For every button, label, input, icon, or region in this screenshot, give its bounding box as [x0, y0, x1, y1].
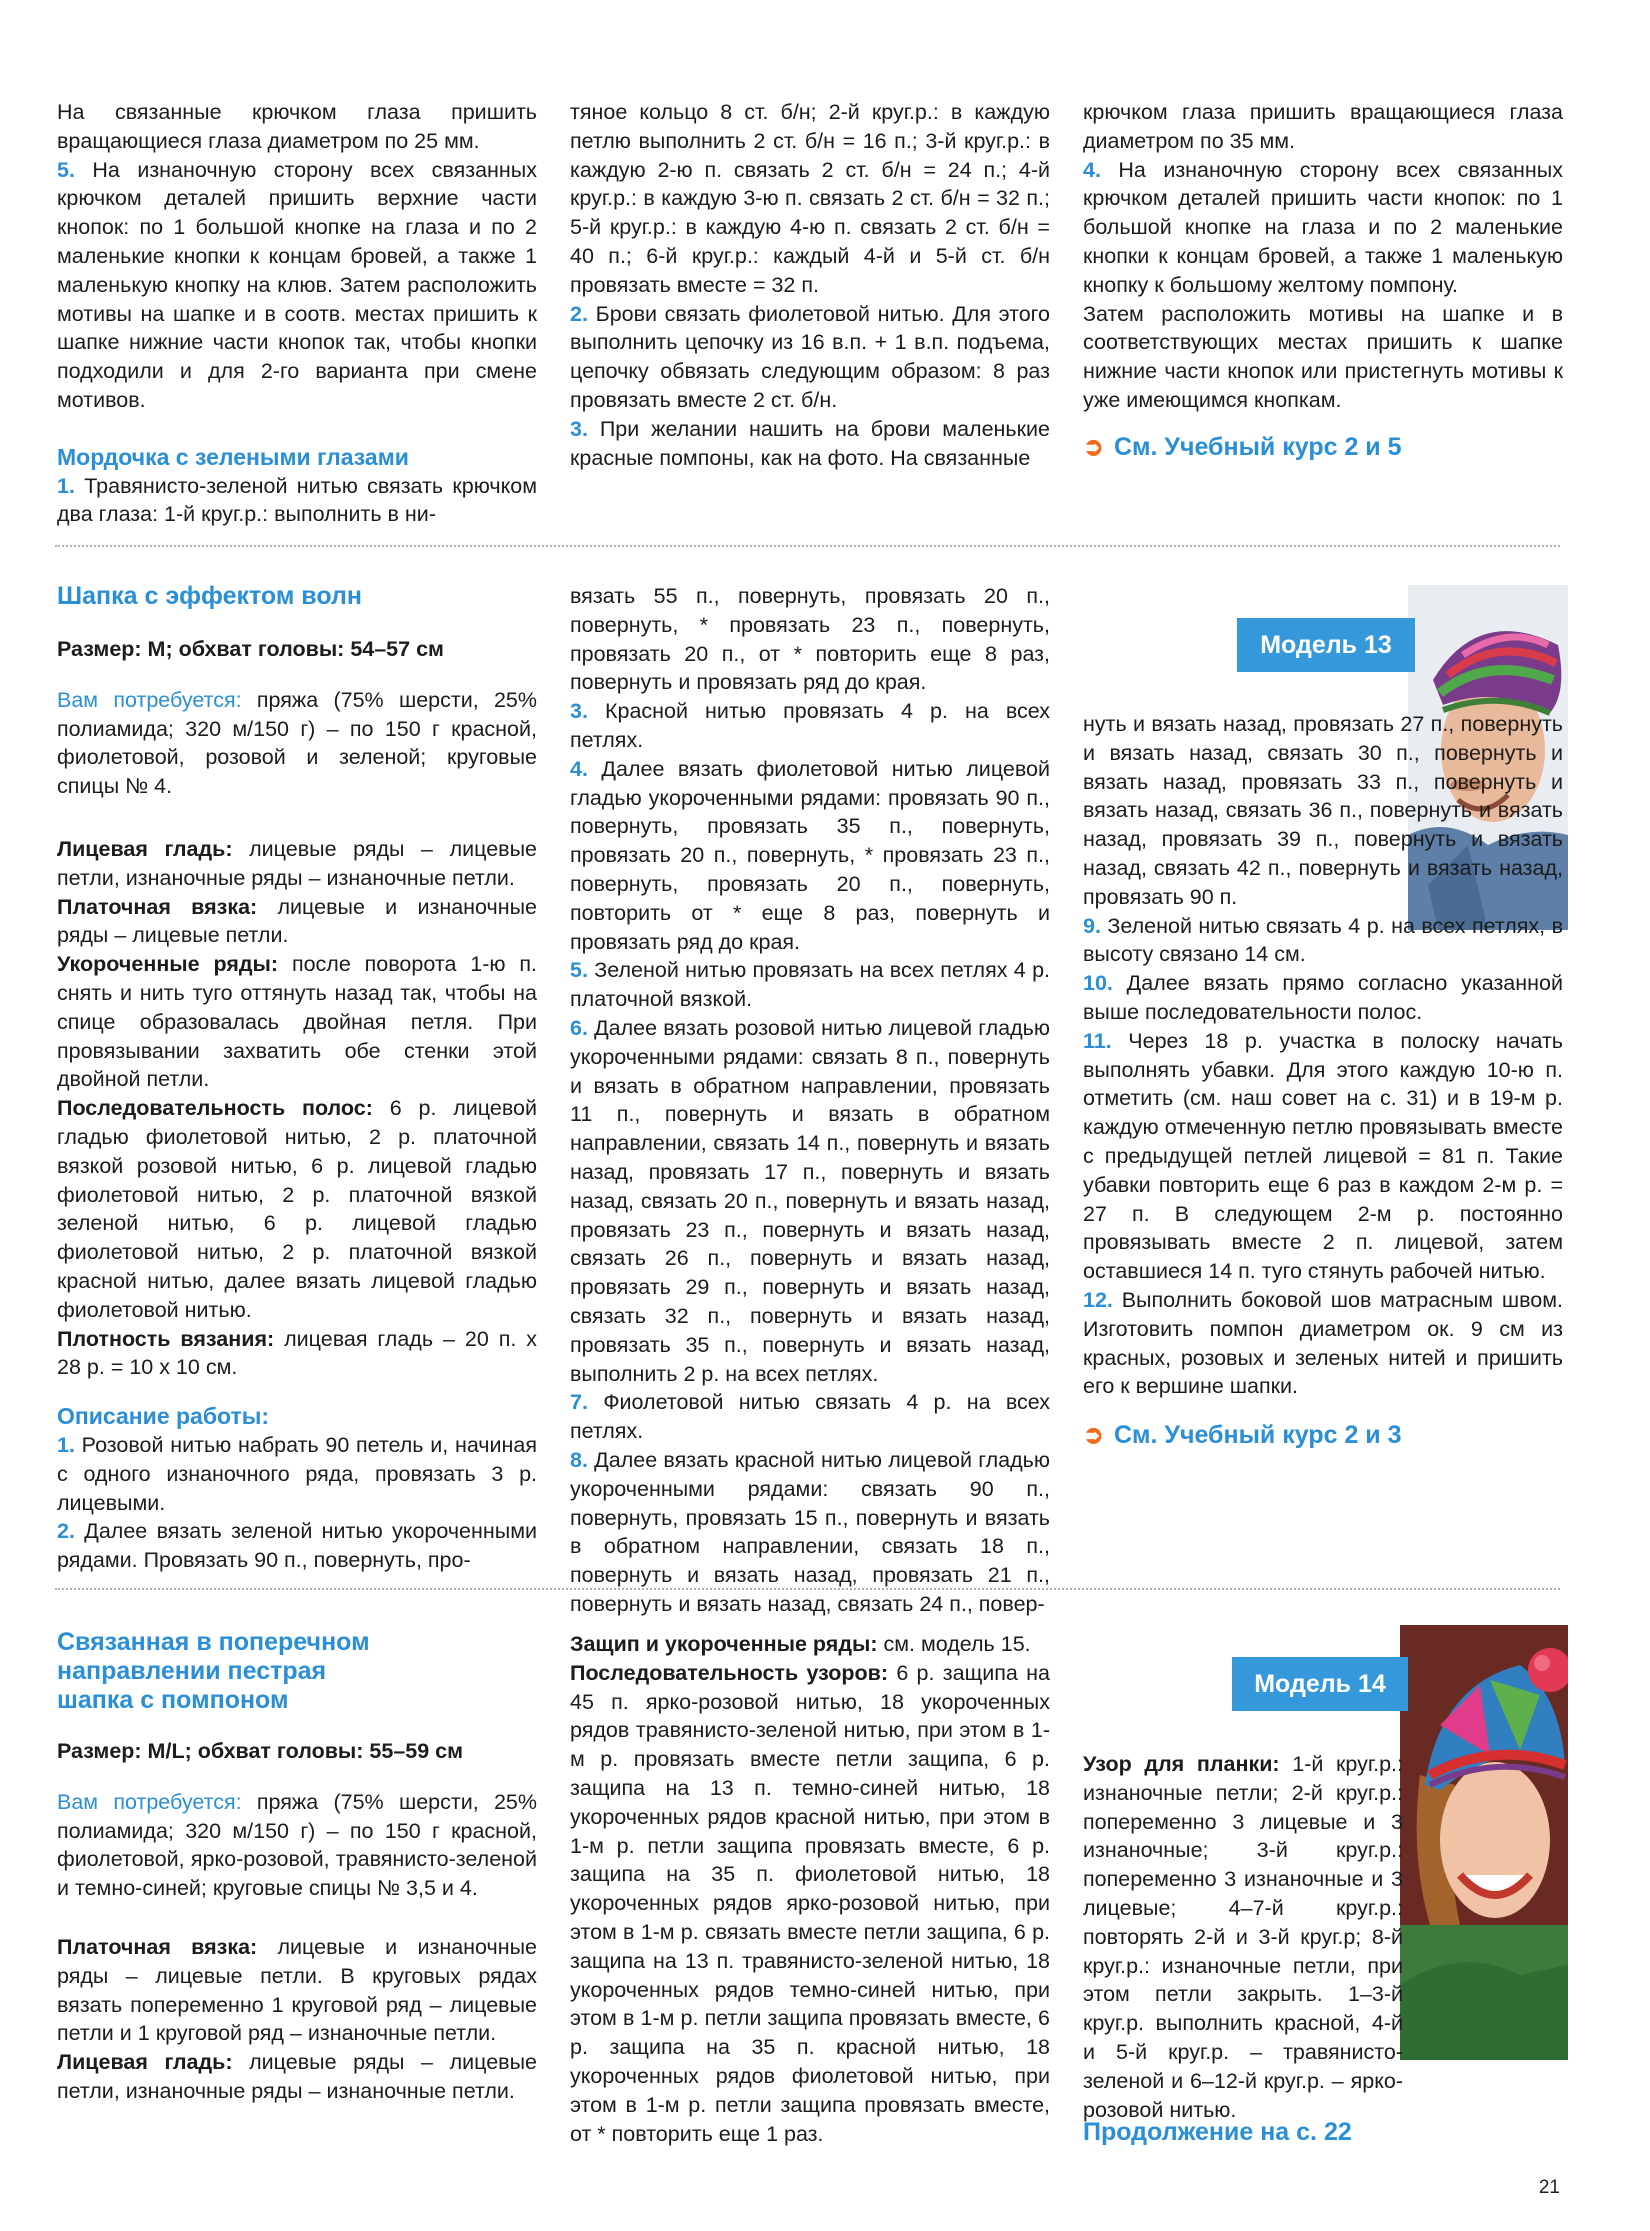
need-label: Вам потребуется: — [57, 1789, 242, 1814]
step-number: 1. — [57, 473, 75, 498]
need-label: Вам потребуется: — [57, 687, 242, 712]
section-divider — [55, 1588, 1560, 1590]
description-title: Описание работы: — [57, 1403, 270, 1430]
size-label: Размер: M/L; обхват головы: 55–59 см — [57, 1739, 464, 1763]
step-text: Травянисто-зеленой нитью связать крючком два глаза: 1-й круг.р.: выполнить в ни- — [57, 473, 537, 527]
s1-c1-p1: На связанные крючком глаза пришить вращающиеся глаза диаметром по 25 мм. — [57, 100, 537, 153]
continued-link[interactable]: Продолжение на с. 22 — [1083, 2118, 1352, 2146]
s1-col1 — [57, 98, 537, 529]
model-14-badge: Модель 14 — [1232, 1657, 1408, 1711]
section-title: Связанная в поперечном направлении пестрая шапка с помпоном — [57, 1628, 370, 1714]
model-13-badge: Модель 13 — [1237, 618, 1415, 672]
s1-col3 — [1083, 98, 1563, 462]
s1-c2-p1: тяное кольцо 8 ст. б/н; 2-й круг.р.: в каждую петлю выполнить 2 ст. б/н = 16 п.; 3-й круг.р.: в каждую 2-ю п. связать 2 ст. б/н = 24 п.; 4-й круг.р.: в каждую 3-ю п. связать 2 ст. б/н = 32 п.; 5-й круг.р.: в каждую 4-ю п. связать 2 ст. б/н = 40 п.; 6-й круг.р.: каждый 4-й и 5-й ст. б/н провязать вместе = 32 п. — [570, 100, 1050, 297]
subtitle-green-eyes: Мордочка с зелеными глазами — [57, 443, 409, 470]
s1-c3-p2: Затем расположить мотивы на шапке и в соответствующих местах пришить к шапке нижние части кнопок или пристегнуть мотивы к уже имеющимся кнопкам. — [1083, 301, 1563, 412]
s3-col3: Узор для планки: 1-й круг.р.: изнаночные петли; 2-й круг.р.: попеременно 3 лицевые и 3 изнаночные; 3-й круг.р.: попеременно 3 изнаночные и 3 лицевые; 4–7-й круг.р.: повторять 2-й и 3-й круг.р; 8-й круг.р.: изнаночные петли, при этом петли закрыть. 1–3-й круг.р. выполнить красной, 4-й и 5-й круг.р. – травянисто-зеленой и 6–12-й круг.р. – ярко-розовой нитью. — [1083, 1752, 1403, 2122]
s1-c3-p1: крючком глаза пришить вращающиеся глаза диаметром по 35 мм. — [1083, 100, 1563, 153]
s3-col2: Защип и укороченные ряды: см. модель 15. Последовательность узоров: 6 р. защипа на 45 п. ярко-розовой нитью, 18 укороченных рядов травянисто-зеленой нитью, при этом в 1-м р. провязать вместе петли защипа, 6 р. защипа на 13 п. темно-синей нитью, 18 укороченных рядов красной нитью, при этом в 1-м р. петли защипа провязать вместе, 6 р. защипа на 35 п. фиолетовой нитью, 18 укороченных рядов ярко-розовой нитью, при этом в 1-м р. связать вместе петли защипа, 6 р. защипа на 13 п. травянисто-зеленой нитью, 18 укороченных рядов темно-синей нитью, при этом в 1-м р. петли защипа провязать вместе, 6 р. защипа на 35 п. красной нитью, 18 укороченных рядов фиолетовой нитью, при этом в 1-м р. петли защипа провязать вместе, от * повторить еще 1 раз. — [570, 1632, 1050, 2146]
section-title: Шапка с эффектом волн — [57, 582, 362, 610]
page-number: 21 — [1538, 2177, 1560, 2198]
size-label: Размер: М; обхват головы: 54–57 см — [57, 637, 444, 661]
arrow-right-icon: ➲ — [1083, 432, 1104, 461]
model-14-photo — [1400, 1625, 1568, 2060]
s2-col2: вязать 55 п., повернуть, провязать 20 п., повернуть, * провязать 23 п., повернуть, провязать 20 п., от * повторить еще 8 раз, повернуть и провязать ряд до края. 3. Красной нитью провязать 4 р. на всех петлях. 4. Далее вязать фиолетовой нитью лицевой гладью укороченными рядами: провязать 90 п., повернуть, провязать 35 п., повернуть, провязать 20 п., повернуть, * провязать 23 п., повернуть, провязать 20 п., повернуть, повторить от * еще 8 раз, повернуть и провязать ряд до края. 5. Зеленой нитью провязать на всех петлях 4 р. платочной вязкой. 6. Далее вязать розовой нитью лицевой гладью укороченными рядами: связать 8 п., повернуть и вязать в обратном направлении, провязать 11 п., повернуть и вязать в обратном направлении, связать 14 п., повернуть и вязать назад, провязать 17 п., повернуть и вязать назад, связать 20 п., повернуть и вязать назад, провязать 23 п., повернуть и вязать назад, связать 26 п., повернуть и вязать назад, провязать 29 п., повернуть и вязать назад, связать 32 п., повернуть и вязать назад, провязать 35 п., повернуть и вязать назад, выполнить 2 р. на всех петлях. 7. Фиолетовой нитью связать 4 р. на всех петлях. 8. Далее вязать красной нитью лицевой гладью укороченными рядами: связать 90 п., повернуть, провязать 15 п., повернуть и вязать в обратном направлении, связать 18 п., повернуть и вязать назад, провязать 21 п., повернуть и вязать назад, связать 24 п., повер- — [570, 584, 1050, 1616]
need-text: пряжа (75% шерсти, 25% полиамида; 320 м/150 г) – по 150 г красной, фиолетовой, ярко-розовой, травянисто-зеленой и темно-синей; круговые спицы № 3,5 и 4. — [57, 1789, 537, 1901]
see-course-link[interactable]: ➲ См. Учебный курс 2 и 5 — [1083, 432, 1402, 461]
step-text: При желании нашить на брови маленькие красные помпоны, как на фото. На связанные — [570, 416, 1050, 470]
s2-col1: Шапка с эффектом волн Размер: М; обхват головы: 54–57 см Вам потребуется: пряжа (75% шерсти, 25% полиамида; 320 м/150 г) – по 150 г красной, фиолетовой, розовой и зеленой; круговые спицы № 4. Лицевая гладь: лицевые ряды – лицевые петли, изнаночные ряды – изнаночные петли. Платочная вязка: лицевые и изнаночные ряды – лицевые петли. Укороченные ряды: после поворота 1-ю п. снять и нить туго оттянуть назад так, чтобы на спице образовалась двойная петля. При провязывании захватить обе стенки этой двойной петли. Последовательность полос: 6 р. лицевой гладью фиолетовой нитью, 2 р. платочной вязкой розовой нитью, 6 р. лицевой гладью фиолетовой нитью, 2 р. платочной вязкой зеленой нитью, 6 р. лицевой гладью фиолетовой нитью, 2 р. платочной вязкой красной нитью, далее вязать лицевой гладью фиолетовой нитью. Плотность вязания: лицевая гладь – 20 п. х 28 р. = 10 х 10 см. Описание работы: 1. Розовой нитью набрать 90 петель и, начиная с одного изнаночного ряда, провязать 3 р. лицевыми. 2. Далее вязать зеленой нитью укороченными рядами. Провязать 90 п., повернуть, про- — [57, 582, 538, 1573]
s3-col1: Связанная в поперечном направлении пестрая шапка с помпоном Размер: M/L; обхват головы: 55–59 см Вам потребуется: пряжа (75% шерсти, 25% полиамида; 320 м/150 г) – по 150 г красной, фиолетовой, ярко-розовой, травянисто-зеленой и темно-синей; круговые спицы № 3,5 и 4. Платочная вязка: лицевые и изнаночные ряды – лицевые петли. В круговых рядах вязать попеременно 1 круговой ряд – лицевые петли и 1 круговой ряд – изнаночные петли. Лицевая гладь: лицевые ряды – лицевые петли, изнаночные ряды – изнаночные петли. — [57, 1628, 537, 2103]
step-text: На изнаночную сторону всех связанных крючком деталей пришить верхние части кнопок: по 1 большой кнопке на глаза и по 2 маленькие кнопки к концам бровей, а также 1 маленькую кнопку на клюв. Затем расположить мотивы на шапке и в соотв. местах пришить к шапке нижние части кнопок так, чтобы кнопки подходили и для 2-го варианта при смене мотивов. — [57, 157, 537, 412]
step-number: 2. — [570, 301, 588, 326]
need-text: пряжа (75% шерсти, 25% полиамида; 320 м/150 г) – по 150 г красной, фиолетовой, розовой и зеленой; круговые спицы № 4. — [57, 687, 537, 799]
s1-col2 — [570, 98, 1050, 472]
arrow-right-icon: ➲ — [1083, 1421, 1104, 1450]
s3-more — [1083, 2118, 1563, 2147]
see-course-link[interactable]: ➲ См. Учебный курс 2 и 3 — [1083, 1421, 1402, 1450]
s2-col3: нуть и вязать назад, провязать 27 п., повернуть и вязать назад, связать 30 п., повернуть и вязать назад, провязать 33 п., повернуть и вязать назад, связать 36 п., повернуть и вязать назад, провязать 39 п., повернуть и вязать назад, связать 42 п., повернуть и вязать назад, провязать 90 п. 9. Зеленой нитью связать 4 р. на всех петлях, в высоту связано 14 см. 10. Далее вязать прямо согласно указанной выше последовательности полос. 11. Через 18 р. участка в полоску начать выполнять убавки. Для этого каждую 10-ю п. отметить (см. наш совет на с. 31) и в 19-м р. каждую отмеченную петлю провязывать вместе с предыдущей петлей лицевой = 81 п. Такие убавки повторить еще 6 раз в каждом 2-м р. = 27 п. В следующем 2-м р. постоянно провязывать вместе 2 п. лицевой, затем оставшиеся 14 п. туго стянуть рабочей нитью. 12. Выполнить боковой шов матрасным швом. Изготовить помпон диаметром ок. 9 см из красных, розовых и зеленых нитей и пришить его к вершине шапки. ➲ См. Учебный курс 2 и 3 — [1083, 712, 1563, 1450]
section-divider — [55, 545, 1560, 547]
step-number: 3. — [570, 416, 588, 441]
step-text: На изнаночную сторону всех связанных крючком деталей пришить части кнопок: по 1 большой кнопке на глаза и по 2 маленькие кнопки к концам бровей, а также 1 маленькую кнопку к большому желтому помпону. — [1083, 157, 1563, 297]
step-text: Брови связать фиолетовой нитью. Для этого выполнить цепочку из 16 в.п. + 1 в.п. подъема, цепочку обвязать следующим образом: 8 раз провязать вместе 2 ст. б/н. — [570, 301, 1050, 412]
step-number: 4. — [1083, 157, 1101, 182]
step-number: 5. — [57, 157, 75, 182]
